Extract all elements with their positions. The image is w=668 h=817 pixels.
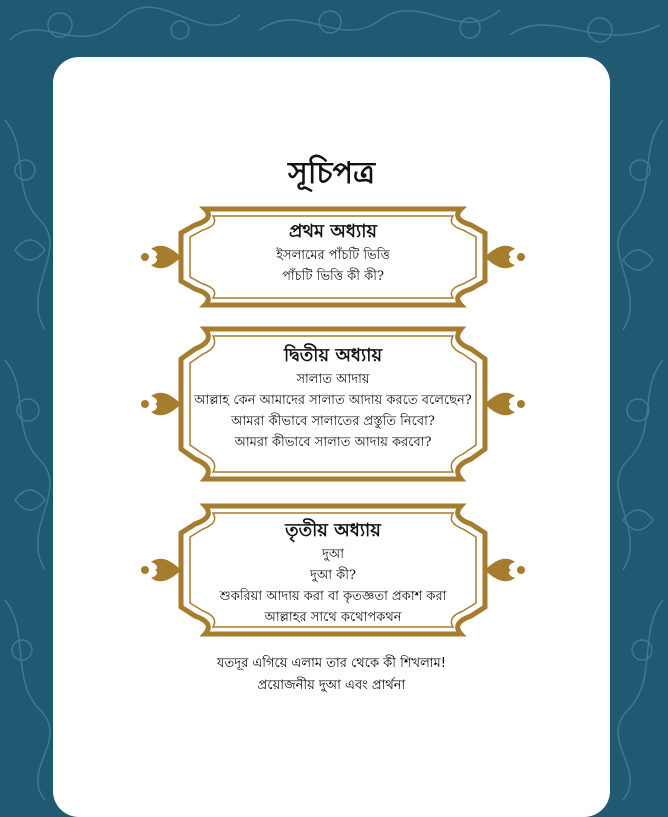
content-card (53, 57, 610, 817)
chapter-frame-3 (133, 502, 533, 638)
chapter-frame-1 (133, 205, 533, 309)
toc-entry: ইসলামের পাঁচটি ভিত্তি (276, 248, 390, 263)
toc-footer (53, 653, 610, 697)
toc-entry: আমরা কীভাবে সালাত আদায় করবো? (234, 435, 432, 450)
toc-entry: যতদূর এগিয়ে এলাম তার থেকে কী শিখলাম! (217, 656, 446, 671)
chapter-title: তৃতীয় অধ্যায় (285, 520, 381, 541)
chapter-title: প্রথম অধ্যায় (288, 221, 378, 242)
toc-entry: শুকরিয়া আদায় করা বা কৃতজ্ঞতা প্রকাশ করা (219, 589, 447, 604)
toc-entry: পাঁচটি ভিত্তি কী কী? (282, 269, 384, 284)
toc-entry: প্রয়োজনীয় দুআ এবং প্রার্থনা (257, 678, 406, 693)
toc-entry: দুআ কী? (310, 568, 356, 583)
toc-entry: আমরা কীভাবে সালাতের প্রস্তুতি নিবো? (231, 414, 435, 429)
chapter-title: দ্বিতীয় অধ্যায় (283, 345, 383, 366)
toc-entry: দুআ (322, 547, 344, 562)
toc-entry: আল্লাহর সাথে কথোপকথন (264, 610, 402, 625)
chapter-frame-2 (133, 325, 533, 483)
toc-entry: আল্লাহ কেন আমাদের সালাত আদায় করতে বলেছেন? (194, 393, 472, 408)
toc-entry: সালাত আদায় (296, 372, 370, 387)
page-title: সূচিপত্র (288, 156, 375, 191)
